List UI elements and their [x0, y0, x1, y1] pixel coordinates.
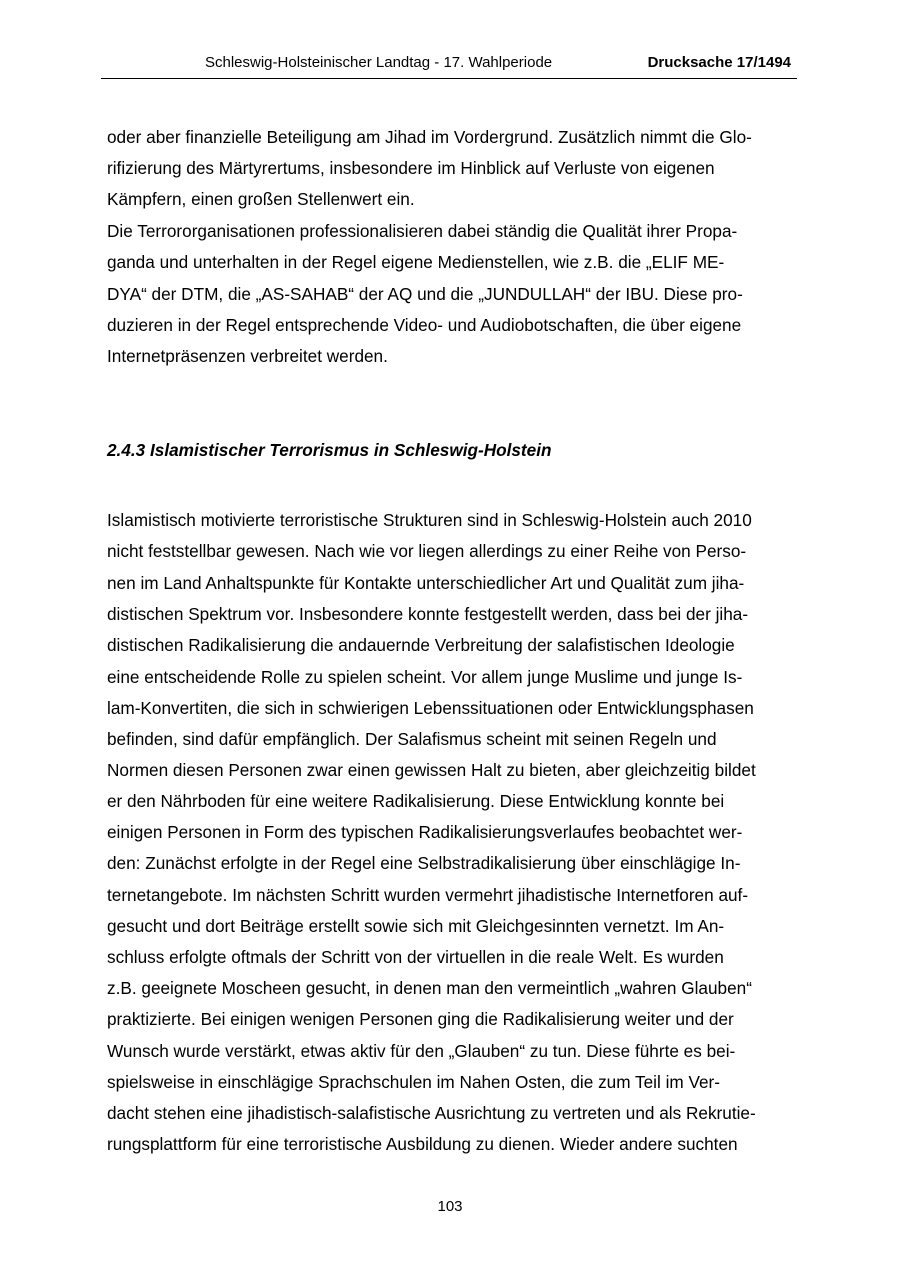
text-line: schluss erfolgte oftmals der Schritt von der virtuellen in die reale Welt. Es wurden	[107, 947, 724, 967]
text-line: Kämpfern, einen großen Stellenwert ein.	[107, 189, 415, 209]
text-line: oder aber finanzielle Beteiligung am Jihad im Vordergrund. Zusätzlich nimmt die Glo-	[107, 127, 752, 147]
text-line: dacht stehen eine jihadistisch-salafistische Ausrichtung zu vertreten und als Rekrutie-	[107, 1103, 756, 1123]
text-line: Wunsch wurde verstärkt, etwas aktiv für den „Glauben“ zu tun. Diese führte es bei-	[107, 1041, 736, 1061]
text-line: rifizierung des Märtyrertums, insbesondere im Hinblick auf Verluste von eigenen	[107, 158, 715, 178]
text-line: Die Terrororganisationen professionalisieren dabei ständig die Qualität ihrer Propa-	[107, 221, 738, 241]
text-line: nicht feststellbar gewesen. Nach wie vor liegen allerdings zu einer Reihe von Perso-	[107, 541, 747, 561]
text-line: eine entscheidende Rolle zu spielen scheint. Vor allem junge Muslime und junge Is-	[107, 667, 743, 687]
text-line: DYA“ der DTM, die „AS-SAHAB“ der AQ und die „JUNDULLAH“ der IBU. Diese pro-	[107, 284, 743, 304]
page-header	[101, 52, 797, 79]
text-line: praktizierte. Bei einigen wenigen Personen ging die Radikalisierung weiter und der	[107, 1009, 734, 1029]
section-heading: 2.4.3 Islamistischer Terrorismus in Schleswig-Holstein	[107, 440, 552, 460]
text-line: einigen Personen in Form des typischen Radikalisierungsverlaufes beobachtet wer-	[107, 822, 743, 842]
text-line: lam-Konvertiten, die sich in schwierigen Lebenssituationen oder Entwicklungsphasen	[107, 698, 754, 718]
text-line: Internetpräsenzen verbreitet werden.	[107, 346, 388, 366]
text-line: z.B. geeignete Moscheen gesucht, in denen man den vermeintlich „wahren Glauben“	[107, 978, 752, 998]
text-line: duzieren in der Regel entsprechende Video- und Audiobotschaften, die über eigene	[107, 315, 742, 335]
text-line: Normen diesen Personen zwar einen gewissen Halt zu bieten, aber gleichzeitig bildet	[107, 760, 756, 780]
page-number: 103	[437, 1198, 463, 1215]
text-line: spielsweise in einschlägige Sprachschulen im Nahen Osten, die zum Teil im Ver-	[107, 1072, 720, 1092]
text-line: Islamistisch motivierte terroristische Strukturen sind in Schleswig-Holstein auch 2010	[107, 510, 752, 530]
text-line: den: Zunächst erfolgte in der Regel eine Selbstradikalisierung über einschlägige In-	[107, 853, 741, 873]
text-line: gesucht und dort Beiträge erstellt sowie sich mit Gleichgesinnten vernetzt. Im An-	[107, 916, 725, 936]
text-line: ganda und unterhalten in der Regel eigene Medienstellen, wie z.B. die „ELIF ME-	[107, 252, 725, 272]
document-number: Drucksache 17/1494	[647, 54, 791, 71]
text-line: ternetangebote. Im nächsten Schritt wurden vermehrt jihadistische Internetforen auf-	[107, 885, 749, 905]
text-line: er den Nährboden für eine weitere Radikalisierung. Diese Entwicklung konnte bei	[107, 791, 725, 811]
header-title: Schleswig-Holsteinischer Landtag - 17. Wahlperiode	[205, 54, 553, 71]
text-line: rungsplattform für eine terroristische Ausbildung zu dienen. Wieder andere suchten	[107, 1134, 738, 1154]
text-line: distischen Radikalisierung die andauernde Verbreitung der salafistischen Ideologie	[107, 635, 735, 655]
text-line: nen im Land Anhaltspunkte für Kontakte unterschiedlicher Art und Qualität zum jiha-	[107, 573, 745, 593]
text-line: distischen Spektrum vor. Insbesondere konnte festgestellt werden, dass bei der jiha-	[107, 604, 749, 624]
text-line: befinden, sind dafür empfänglich. Der Salafismus scheint mit seinen Regeln und	[107, 729, 717, 749]
